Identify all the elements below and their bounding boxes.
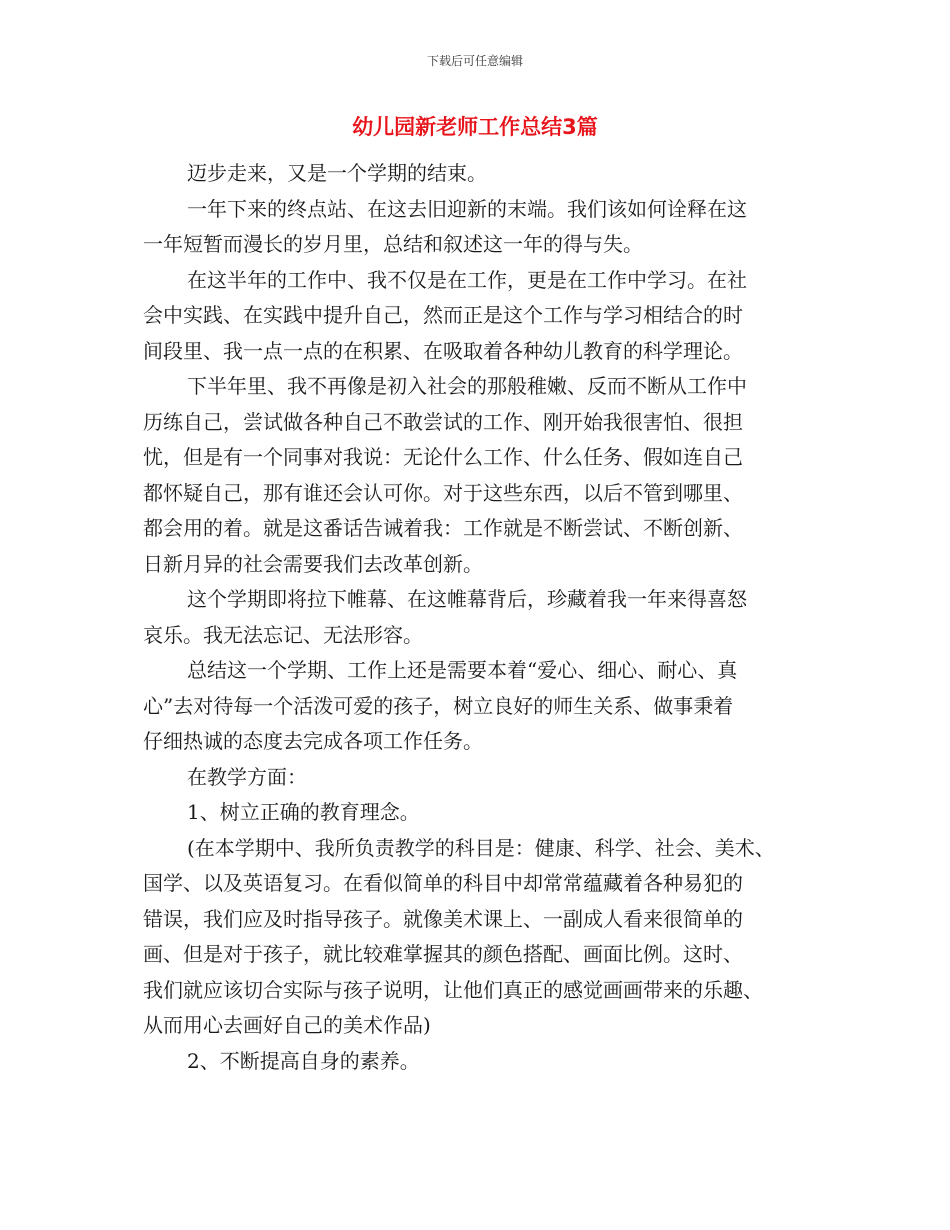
paragraph	[143, 795, 823, 831]
paragraph	[143, 156, 823, 192]
text-line: 哀乐。我无法忘记、无法形容。	[143, 622, 423, 647]
document-body	[143, 156, 823, 1079]
text-line: 一年短暂而漫长的岁月里，总结和叙述这一年的得与失。	[143, 232, 643, 256]
paragraph	[143, 369, 823, 582]
text-line: 心”去对待每一个活泼可爱的孩子，树立良好的师生关系、做事秉着	[143, 693, 734, 718]
text-line: 忧，但是有一个同事对我说：无论什么工作、什么任务、假如连自己	[143, 445, 743, 469]
text-line: 日新月异的社会需要我们去改革创新。	[143, 551, 483, 576]
numbered-item: 1、树立正确的教育理念。	[187, 800, 420, 824]
text-line: 总结这一个学期、工作上还是需要本着“爱心、细心、耐心、真	[187, 658, 738, 682]
paragraph	[143, 831, 823, 1044]
text-line: 都怀疑自己，那有谁还会认可你。对于这些东西，以后不管到哪里、	[143, 480, 743, 505]
text-line: 间段里、我一点一点的在积累、在吸取着各种幼儿教育的科学理论。	[143, 338, 743, 363]
paragraph	[143, 263, 823, 370]
text-line: (在本学期中、我所负责教学的科目是：健康、科学、社会、美术、	[187, 835, 775, 860]
text-line: 会中实践、在实践中提升自己，然而正是这个工作与学习相结合的时	[143, 303, 743, 327]
text-line: 都会用的着。就是这番话告诫着我：工作就是不断尝试、不断创新、	[143, 516, 743, 540]
paragraph	[143, 1044, 823, 1080]
paragraph	[143, 760, 823, 796]
header-note: 下载后可任意编辑	[426, 54, 523, 68]
text-line: 这个学期即将拉下帷幕、在这帷幕背后，珍藏着我一年来得喜怒	[187, 587, 747, 611]
document-title: 幼儿园新老师工作总结3篇	[352, 115, 598, 139]
text-line: 错误，我们应及时指导孩子。就像美术课上、一副成人看来很简单的	[143, 906, 743, 931]
numbered-item: 2、不断提高自身的素养。	[187, 1048, 420, 1073]
text-line: 我们就应该切合实际与孩子说明，让他们真正的感觉画画带来的乐趣、	[143, 977, 763, 1002]
text-line: 画、但是对于孩子，就比较难掌握其的颜色搭配、画面比例。这时、	[143, 942, 743, 966]
paragraph	[143, 653, 823, 760]
text-line: 迈步走来，又是一个学期的结束。	[187, 161, 487, 185]
text-line: 国学、以及英语复习。在看似简单的科目中却常常蕴藏着各种易犯的	[143, 871, 743, 895]
text-line: 历练自己，尝试做各种自己不敢尝试的工作、刚开始我很害怕、很担	[143, 409, 743, 434]
paragraph	[143, 192, 823, 263]
paragraph	[143, 582, 823, 653]
text-line: 仔细热诚的态度去完成各项工作任务。	[143, 729, 483, 753]
text-line: 下半年里、我不再像是初入社会的那般稚嫩、反而不断从工作中	[187, 374, 747, 398]
section-heading: 在教学方面：	[187, 764, 307, 789]
text-line: 在这半年的工作中、我不仅是在工作，更是在工作中学习。在社	[187, 267, 747, 292]
text-line: 从而用心去画好自己的美术作品)	[143, 1013, 431, 1037]
text-line: 一年下来的终点站、在这去旧迎新的末端。我们该如何诠释在这	[187, 196, 747, 221]
